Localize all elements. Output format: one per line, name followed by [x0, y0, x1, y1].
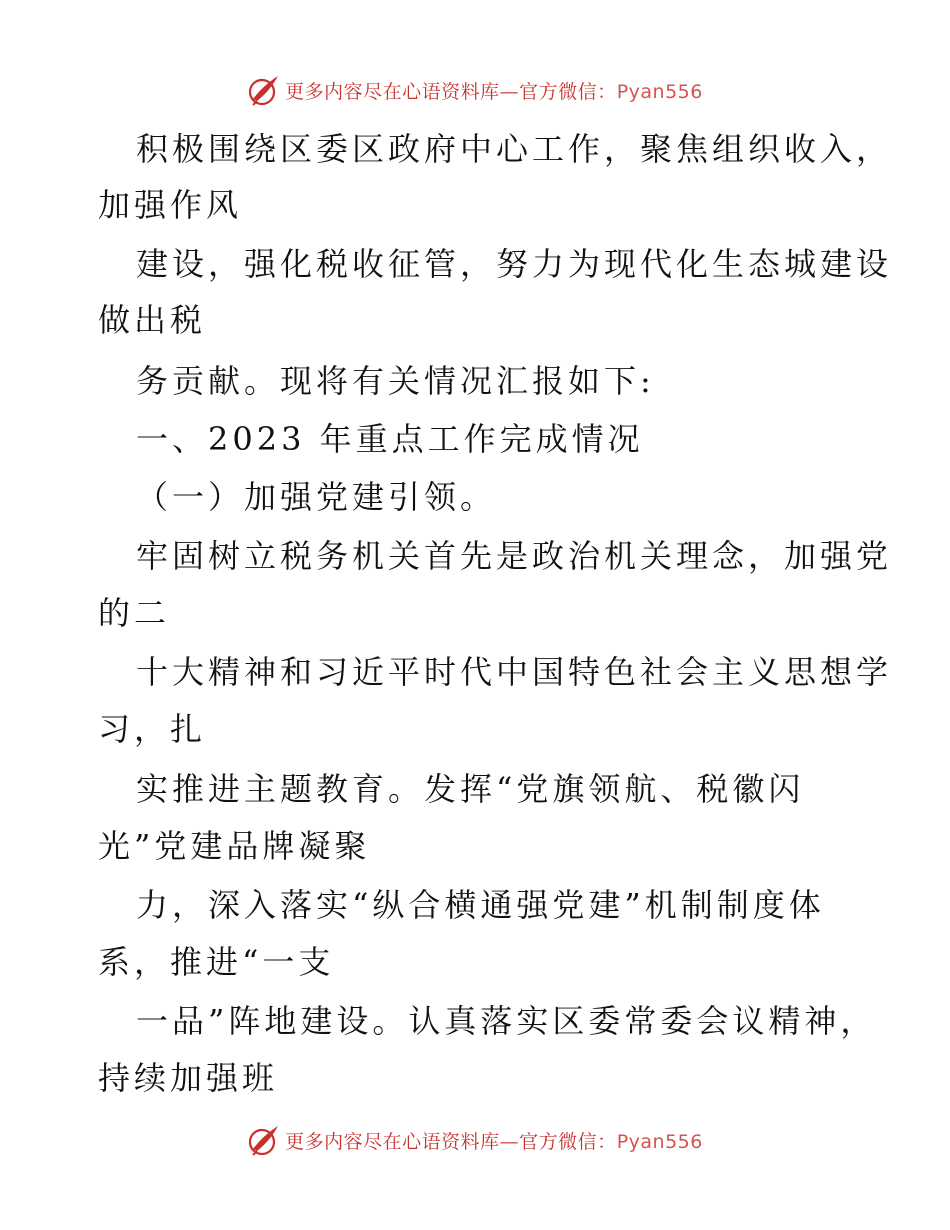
body-line: 牢固树立税务机关首先是政治机关理念，加强党 — [136, 537, 893, 575]
body-line: 加强作风 — [98, 186, 243, 224]
watermark-text: 更多内容尽在心语资料库—官方微信：Pyan556 — [285, 1130, 703, 1153]
subsection-heading: （一）加强党建引领。 — [136, 478, 497, 516]
body-line: 系，推进“一支 — [98, 943, 335, 981]
body-line: 积极围绕区委区政府中心工作，聚焦组织收入， — [136, 130, 893, 168]
body-line: 力，深入落实“纵合横通强党建”机制制度体 — [136, 886, 825, 924]
section-heading: 一、2023 年重点工作完成情况 — [136, 420, 644, 458]
watermark-group — [247, 1123, 703, 1157]
body-line: 务贡献。现将有关情况汇报如下: — [136, 362, 655, 400]
footer-watermark — [0, 1120, 950, 1160]
body-line: 做出税 — [98, 301, 207, 339]
body-line: 一品”阵地建设。认真落实区委常委会议精神， — [136, 1002, 877, 1040]
body-line: 建设，强化税收征管，努力为现代化生态城建设 — [136, 245, 893, 283]
body-line: 持续加强班 — [98, 1059, 279, 1097]
body-line: 习，扎 — [98, 710, 207, 748]
body-line: 十大精神和习近平时代中国特色社会主义思想学 — [136, 653, 893, 691]
body-line: 的二 — [98, 594, 171, 632]
red-quill-logo-icon — [247, 1123, 281, 1157]
body-line: 光”党建品牌凝聚 — [98, 827, 371, 865]
body-line: 实推进主题教育。发挥“党旗领航、税徽闪 — [136, 770, 805, 808]
watermark-text: 更多内容尽在心语资料库—官方微信：Pyan556 — [285, 80, 703, 103]
